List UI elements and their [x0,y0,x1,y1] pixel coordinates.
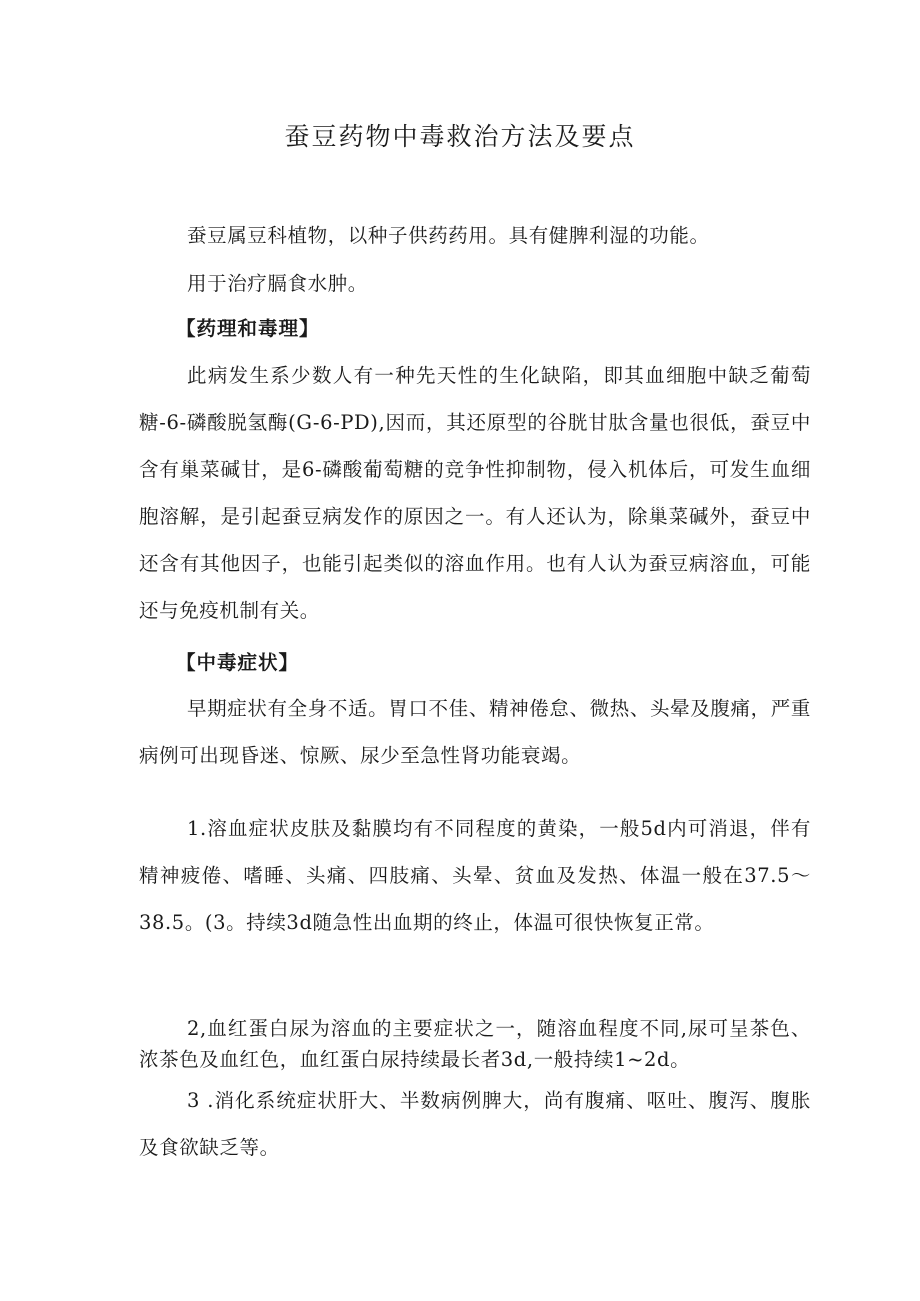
section-heading-symptoms: 【中毒症状】 [176,651,300,674]
symptom-item-1: 1.溶血症状皮肤及黏膜均有不同程度的黄染，一般5d内可消退，伴有精神疲倦、嗜睡、头痛、四肢痛、头晕、贫血及发热、体温一般在37.5～38.5。(3。持续3d随急性出血期的终止，体温可很快恢复正常。 [139,817,811,934]
symptom-item-2: 2,血红蛋白尿为溶血的主要症状之一，随溶血程度不同,尿可呈茶色、浓茶色及血红色，血红蛋白尿持续最长者3d,一般持续1~2d。 [139,1017,811,1071]
section-body-pharmacology: 此病发生系少数人有一种先天性的生化缺陷，即其血细胞中缺乏葡萄糖-6-磷酸脱氢酶(G-6-PD),因而，其还原型的谷胱甘肽含量也很低，蚕豆中含有巢菜碱甘，是6-磷酸葡萄糖的竞争性抑制物，侵入机体后，可发生血细胞溶解，是引起蚕豆病发作的原因之一。有人还认为，除巢菜碱外，蚕豆中还含有其他因子，也能引起类似的溶血作用。也有人认为蚕豆病溶血，可能还与免疫机制有关。 [139,364,811,622]
symptom-item-3: 3 .消化系统症状肝大、半数病例脾大，尚有腹痛、呕吐、腹泻、腹胀及食欲缺乏等。 [139,1089,811,1159]
intro-line-1: 蚕豆属豆科植物，以种子供药药用。具有健脾利湿的功能。 [187,224,710,247]
section-body-symptoms: 早期症状有全身不适。胃口不佳、精神倦怠、微热、头晕及腹痛，严重病例可出现昏迷、惊厥、尿少至急性肾功能衰竭。 [139,697,811,767]
document-title: 蚕豆药物中毒救治方法及要点 [284,122,636,151]
intro-line-2: 用于治疗膈食水肿。 [187,272,368,295]
section-heading-pharmacology: 【药理和毒理】 [176,317,320,340]
